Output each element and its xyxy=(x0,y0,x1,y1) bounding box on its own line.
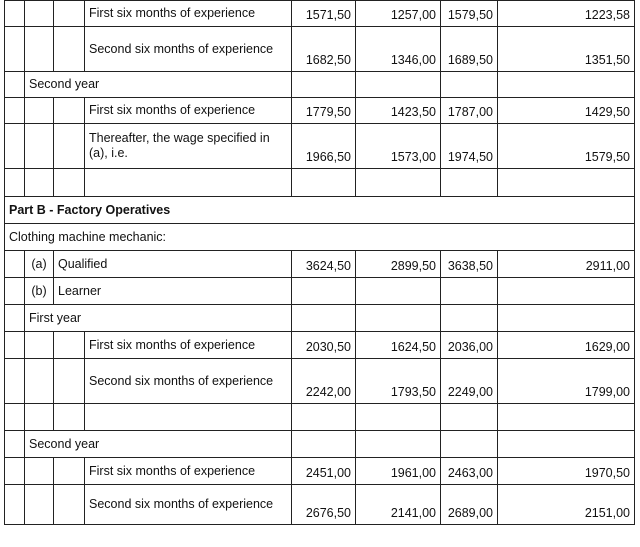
empty-cell xyxy=(25,485,54,525)
wage-value: 2676,50 xyxy=(292,485,356,525)
empty-cell xyxy=(25,359,54,404)
empty-cell xyxy=(356,278,441,305)
empty-cell xyxy=(441,431,498,458)
empty-cell xyxy=(498,431,635,458)
wage-value: 1793,50 xyxy=(356,359,441,404)
experience-label: Second six months of experience xyxy=(85,485,292,525)
wage-value: 2451,00 xyxy=(292,458,356,485)
empty-cell xyxy=(54,485,85,525)
wage-value: 1573,00 xyxy=(356,124,441,169)
empty-cell xyxy=(5,27,25,72)
wage-value: 2030,50 xyxy=(292,332,356,359)
experience-label: First six months of experience xyxy=(85,332,292,359)
wage-value: 2899,50 xyxy=(356,251,441,278)
wage-value: 2249,00 xyxy=(441,359,498,404)
empty-cell xyxy=(292,169,356,197)
empty-cell xyxy=(356,72,441,98)
wage-value: 1961,00 xyxy=(356,458,441,485)
empty-cell xyxy=(54,404,85,431)
empty-cell xyxy=(292,431,356,458)
wage-value: 2463,00 xyxy=(441,458,498,485)
wage-value: 2911,00 xyxy=(498,251,635,278)
empty-cell xyxy=(441,278,498,305)
empty-cell xyxy=(5,98,25,124)
empty-cell xyxy=(292,305,356,332)
empty-cell xyxy=(5,169,25,197)
wage-value: 1787,00 xyxy=(441,98,498,124)
empty-cell xyxy=(54,124,85,169)
empty-cell xyxy=(498,72,635,98)
experience-label: First six months of experience xyxy=(85,98,292,124)
empty-cell xyxy=(54,169,85,197)
wage-value: 1779,50 xyxy=(292,98,356,124)
table-row xyxy=(5,404,635,431)
empty-cell xyxy=(54,98,85,124)
empty-cell xyxy=(441,305,498,332)
item-label: Qualified xyxy=(54,251,292,278)
wage-value: 1257,00 xyxy=(356,1,441,27)
table-row xyxy=(5,224,635,251)
empty-cell xyxy=(25,458,54,485)
empty-cell xyxy=(292,72,356,98)
empty-cell xyxy=(25,169,54,197)
empty-cell xyxy=(292,404,356,431)
empty-cell xyxy=(5,72,25,98)
empty-cell xyxy=(498,404,635,431)
empty-cell xyxy=(441,72,498,98)
empty-cell xyxy=(5,458,25,485)
empty-cell xyxy=(498,278,635,305)
table-row xyxy=(5,458,635,485)
table-row xyxy=(5,27,635,72)
empty-cell xyxy=(54,27,85,72)
wage-table xyxy=(4,0,635,525)
empty-cell xyxy=(498,305,635,332)
wage-value: 1966,50 xyxy=(292,124,356,169)
section-heading: Part B - Factory Operatives xyxy=(5,197,635,224)
empty-cell xyxy=(85,169,292,197)
wage-value: 2036,00 xyxy=(441,332,498,359)
empty-cell xyxy=(5,359,25,404)
wage-value: 2151,00 xyxy=(498,485,635,525)
empty-cell xyxy=(356,305,441,332)
table-row xyxy=(5,169,635,197)
empty-cell xyxy=(498,169,635,197)
item-letter: (b) xyxy=(25,278,54,305)
year-label: Second year xyxy=(25,72,292,98)
wage-value: 1571,50 xyxy=(292,1,356,27)
wage-value: 1579,50 xyxy=(498,124,635,169)
wage-value: 1423,50 xyxy=(356,98,441,124)
empty-cell xyxy=(5,485,25,525)
empty-cell xyxy=(25,1,54,27)
empty-cell xyxy=(54,332,85,359)
item-label: Learner xyxy=(54,278,292,305)
empty-cell xyxy=(5,431,25,458)
experience-label: Second six months of experience xyxy=(85,27,292,72)
wage-value: 1974,50 xyxy=(441,124,498,169)
empty-cell xyxy=(85,404,292,431)
empty-cell xyxy=(25,27,54,72)
empty-cell xyxy=(25,404,54,431)
table-row xyxy=(5,197,635,224)
empty-cell xyxy=(54,1,85,27)
wage-value: 1689,50 xyxy=(441,27,498,72)
empty-cell xyxy=(5,124,25,169)
empty-cell xyxy=(25,332,54,359)
wage-value: 1579,50 xyxy=(441,1,498,27)
empty-cell xyxy=(25,124,54,169)
empty-cell xyxy=(356,431,441,458)
wage-value: 1346,00 xyxy=(356,27,441,72)
table-row xyxy=(5,72,635,98)
empty-cell xyxy=(5,332,25,359)
wage-value: 2242,00 xyxy=(292,359,356,404)
table-row xyxy=(5,98,635,124)
empty-cell xyxy=(54,458,85,485)
empty-cell xyxy=(5,1,25,27)
wage-value: 3638,50 xyxy=(441,251,498,278)
experience-label: Second six months of experience xyxy=(85,359,292,404)
experience-label: Thereafter, the wage specified in (a), i.e. xyxy=(85,124,292,169)
wage-value: 1970,50 xyxy=(498,458,635,485)
empty-cell xyxy=(356,169,441,197)
wage-value: 2141,00 xyxy=(356,485,441,525)
year-label: Second year xyxy=(25,431,292,458)
year-label: First year xyxy=(25,305,292,332)
category-heading: Clothing machine mechanic: xyxy=(5,224,635,251)
item-letter: (a) xyxy=(25,251,54,278)
table-row xyxy=(5,359,635,404)
table-row xyxy=(5,1,635,27)
empty-cell xyxy=(5,251,25,278)
empty-cell xyxy=(5,278,25,305)
wage-value: 1624,50 xyxy=(356,332,441,359)
wage-value: 1799,00 xyxy=(498,359,635,404)
wage-value: 1351,50 xyxy=(498,27,635,72)
table-row xyxy=(5,431,635,458)
wage-value: 1429,50 xyxy=(498,98,635,124)
empty-cell xyxy=(5,404,25,431)
wage-value: 1223,58 xyxy=(498,1,635,27)
empty-cell xyxy=(25,98,54,124)
table-row xyxy=(5,485,635,525)
wage-value: 1682,50 xyxy=(292,27,356,72)
experience-label: First six months of experience xyxy=(85,458,292,485)
table-row xyxy=(5,251,635,278)
table-row xyxy=(5,305,635,332)
empty-cell xyxy=(292,278,356,305)
empty-cell xyxy=(356,404,441,431)
empty-cell xyxy=(441,404,498,431)
empty-cell xyxy=(54,359,85,404)
empty-cell xyxy=(441,169,498,197)
experience-label: First six months of experience xyxy=(85,1,292,27)
wage-value: 1629,00 xyxy=(498,332,635,359)
table-row xyxy=(5,278,635,305)
wage-value: 2689,00 xyxy=(441,485,498,525)
table-row xyxy=(5,124,635,169)
wage-value: 3624,50 xyxy=(292,251,356,278)
table-row xyxy=(5,332,635,359)
empty-cell xyxy=(5,305,25,332)
